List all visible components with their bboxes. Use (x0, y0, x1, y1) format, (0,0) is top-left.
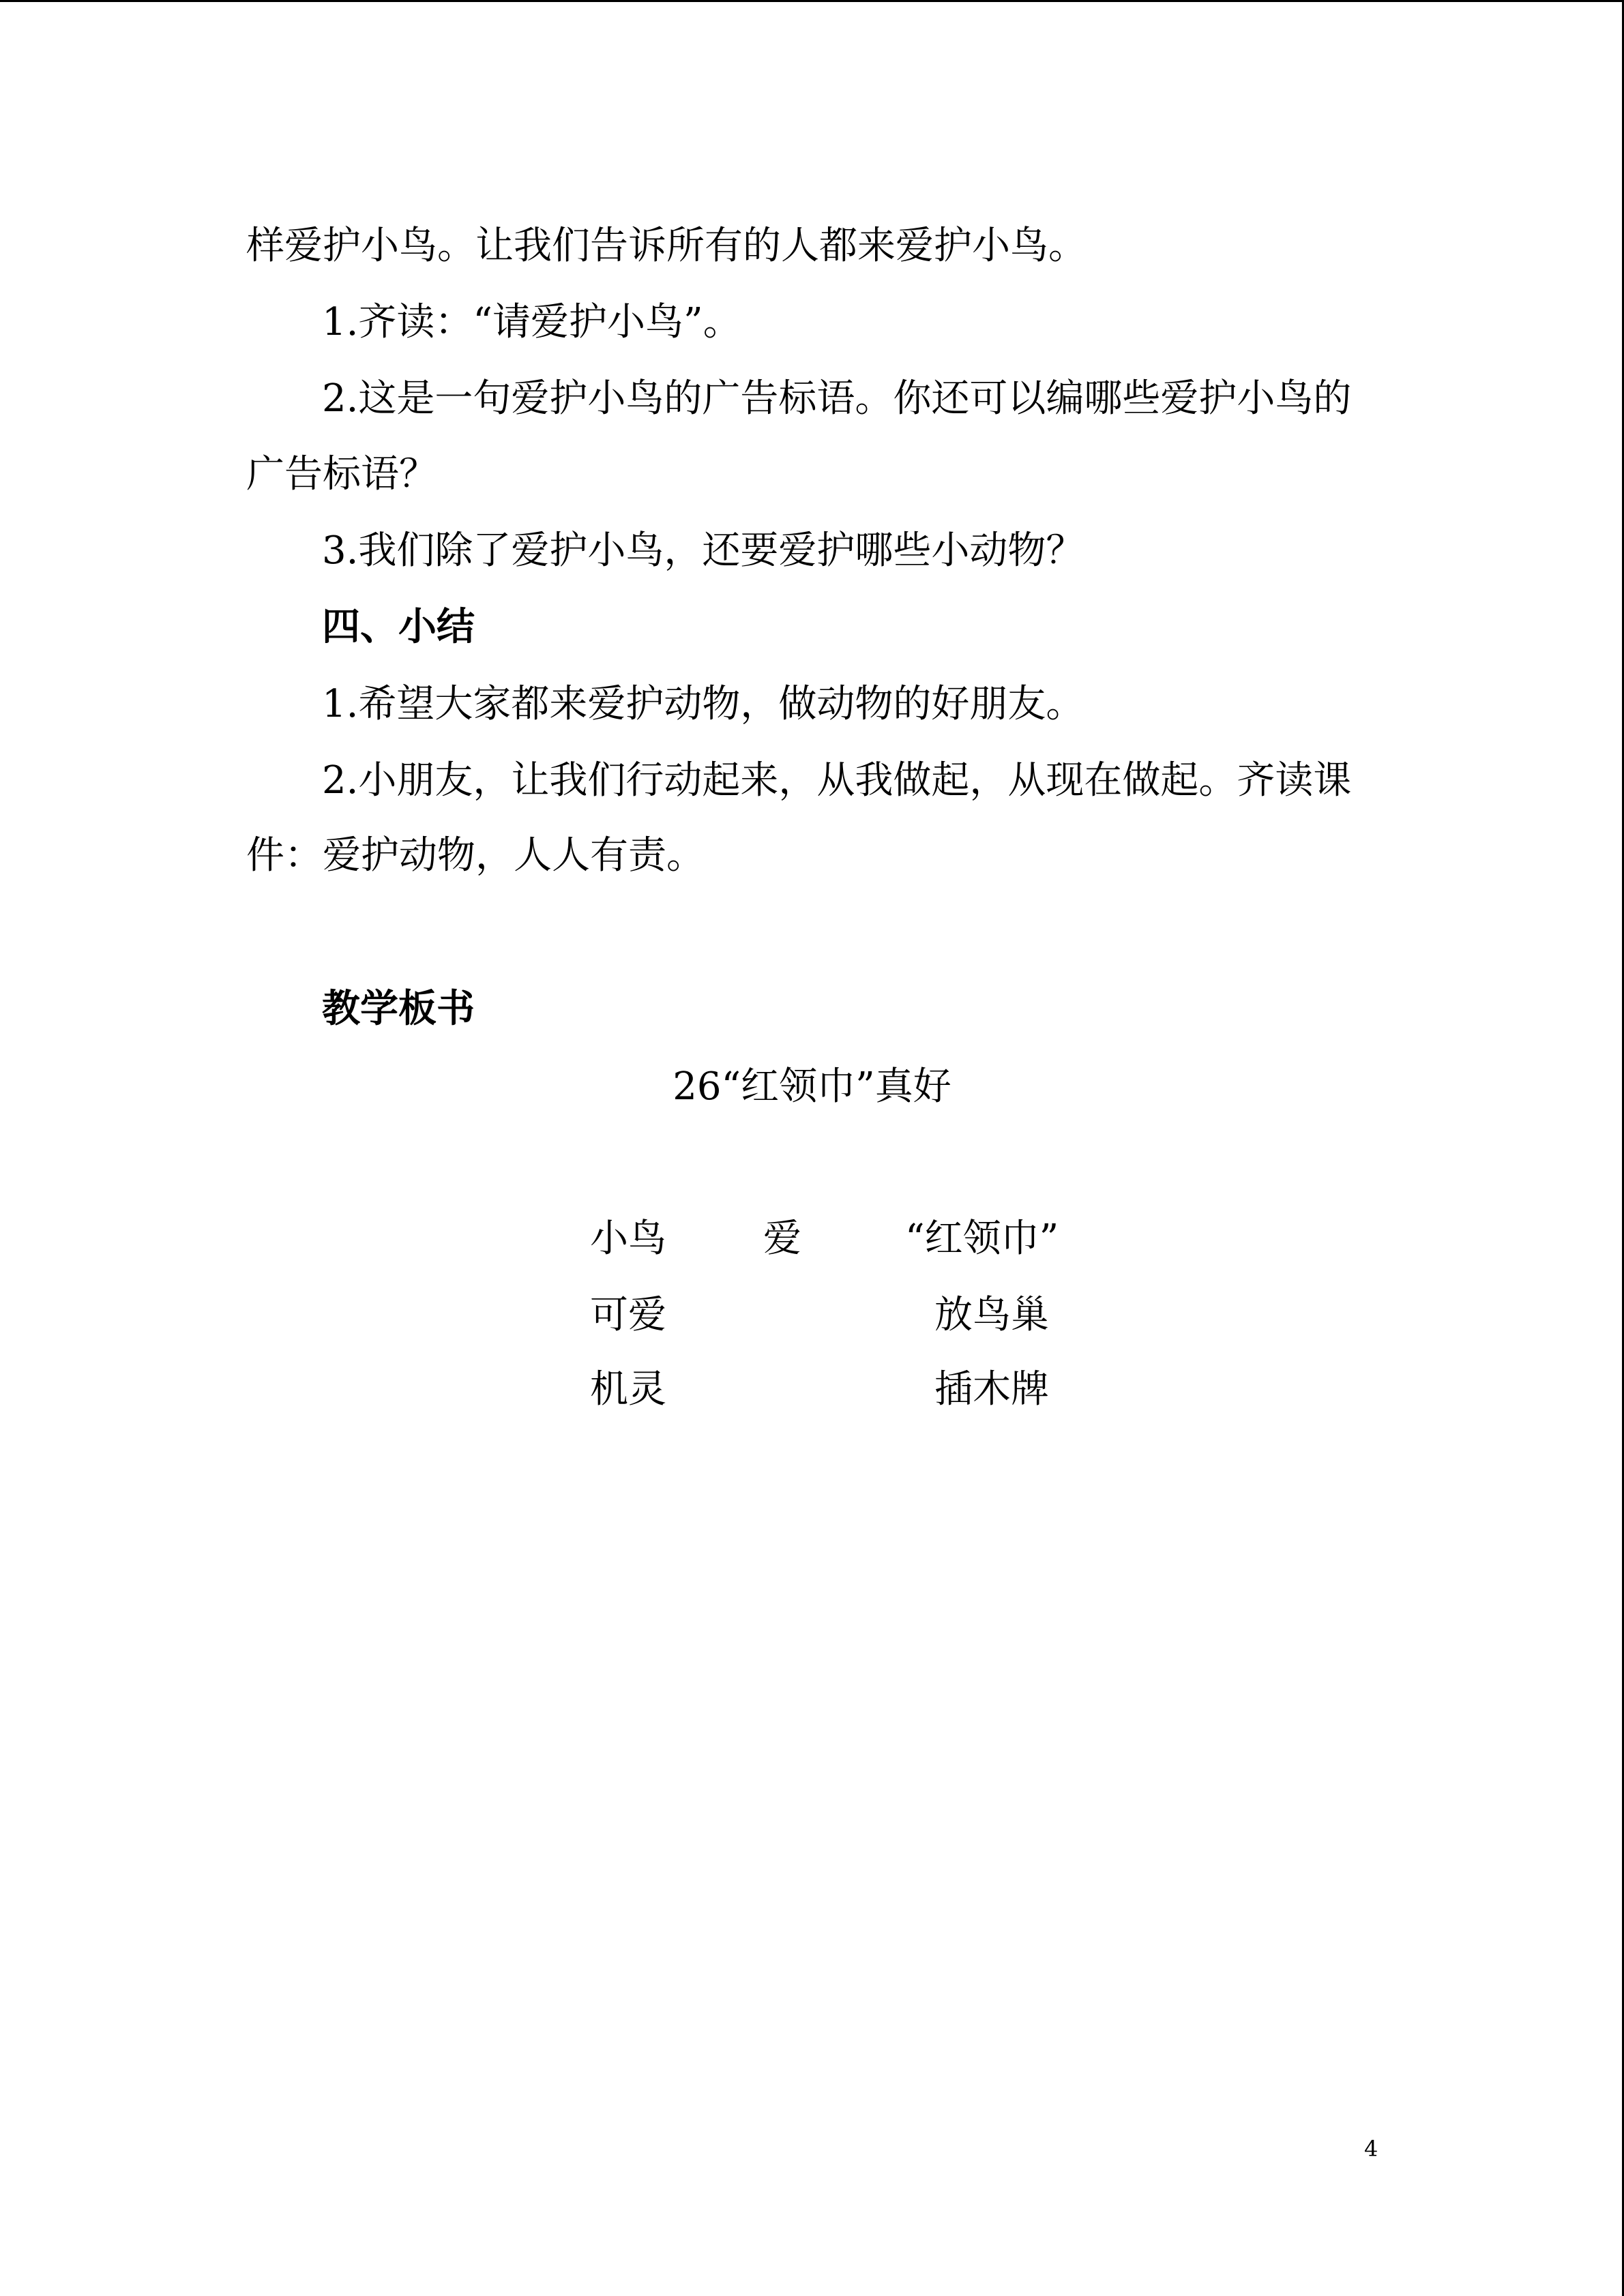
board-right-item: 放鸟巢 (934, 1293, 1049, 1337)
board-right-item: “红领巾” (905, 1217, 1059, 1261)
step-3-line: 3.我们除了爱护小鸟，还要爱护哪些小动物？ (322, 528, 1084, 573)
step-2-line-2: 广告标语？ (246, 452, 437, 496)
step-1-line: 1.齐读：“请爱护小鸟”。 (322, 300, 741, 344)
board-left-item: 小鸟 (590, 1217, 666, 1261)
summary-step-1-line: 1.希望大家都来爱护动物，做动物的好朋友。 (322, 682, 1084, 726)
board-left-item: 可爱 (590, 1293, 666, 1337)
page-number: 4 (1364, 2136, 1378, 2162)
step-2-line-1: 2.这是一句爱护小鸟的广告标语。你还可以编哪些爱护小鸟的 (322, 376, 1352, 421)
summary-step-2-line-1: 2.小朋友，让我们行动起来，从我做起，从现在做起。齐读课 (322, 758, 1352, 803)
section-heading-summary: 四、小结 (322, 605, 475, 649)
summary-step-2-line-2: 件：爱护动物，人人有责。 (246, 833, 705, 878)
board-middle-item: 爱 (763, 1217, 801, 1261)
board-right-item: 插木牌 (934, 1367, 1049, 1412)
board-title: 26“红领巾”真好 (673, 1064, 951, 1109)
board-heading: 教学板书 (322, 987, 475, 1031)
board-left-item: 机灵 (590, 1367, 666, 1412)
paragraph-continuation: 样爱护小鸟。让我们告诉所有的人都来爱护小鸟。 (246, 224, 1087, 268)
